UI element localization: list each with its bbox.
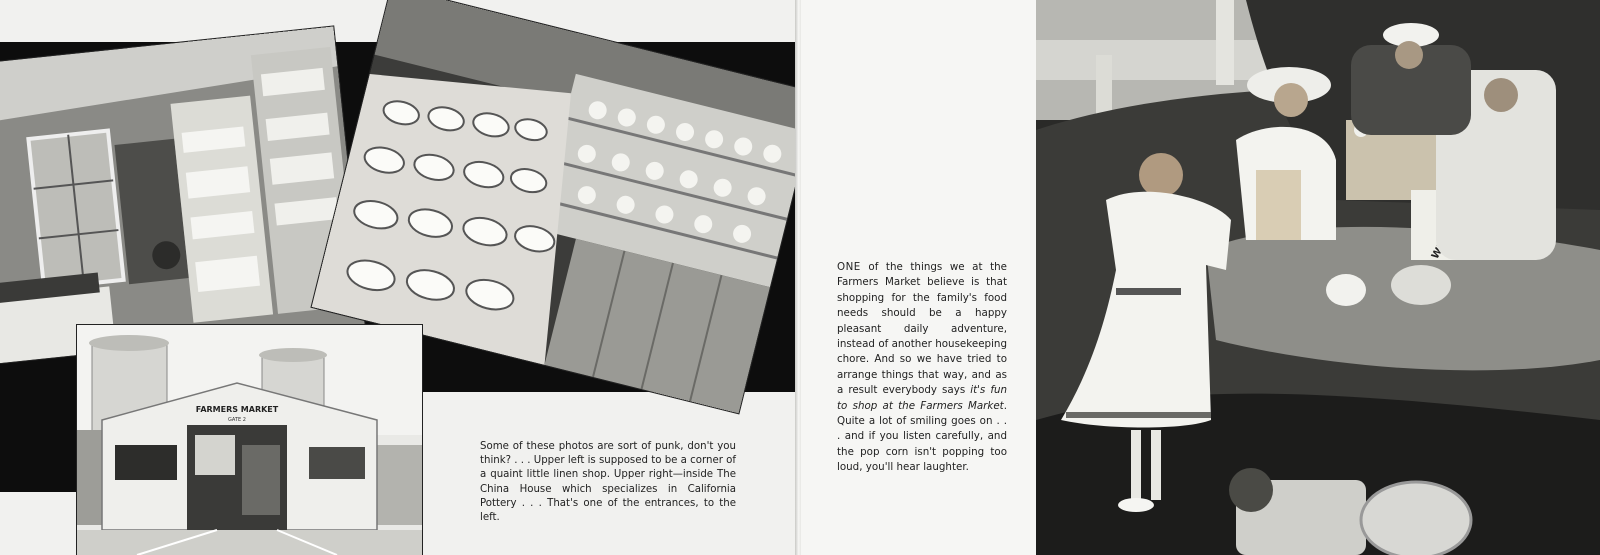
convertible-shoppers-photo — [1036, 0, 1600, 555]
gate-sign-text: FARMERS MARKET — [195, 405, 279, 414]
body-italic: it's fun to shop at the Farmers Market — [837, 384, 1007, 412]
body-copy — [837, 260, 1007, 476]
body-lead: ONE — [837, 261, 861, 273]
linen-shop-photo — [0, 26, 365, 363]
left-page — [0, 0, 795, 555]
gate-sign-subtext: GATE 2 — [228, 417, 246, 423]
right-page — [801, 0, 1036, 555]
left-caption: Some of these photos are sort of punk, don't you think? . . . Upper left is supposed to be a corner of a quaint little linen shop. Upper right—inside The China House which specializes in California Pottery . . . That's one of the entrances, to the left. — [480, 441, 736, 524]
body-part-2: . Quite a lot of smiling goes on . . . and if you listen carefully, and the pop corn isn't popping too loud, you'll hear laughter. — [837, 399, 1007, 474]
farmers-market-gate-photo — [77, 325, 422, 555]
body-part-1: of the things we at the Farmers Market believe is that shopping for the family's food needs should be a happy pleasant daily adventure, instead of another housekeeping chore. And so we have tried to arrange things that way, and as a result everybody says — [837, 261, 1007, 397]
black-background-corner — [0, 392, 78, 492]
